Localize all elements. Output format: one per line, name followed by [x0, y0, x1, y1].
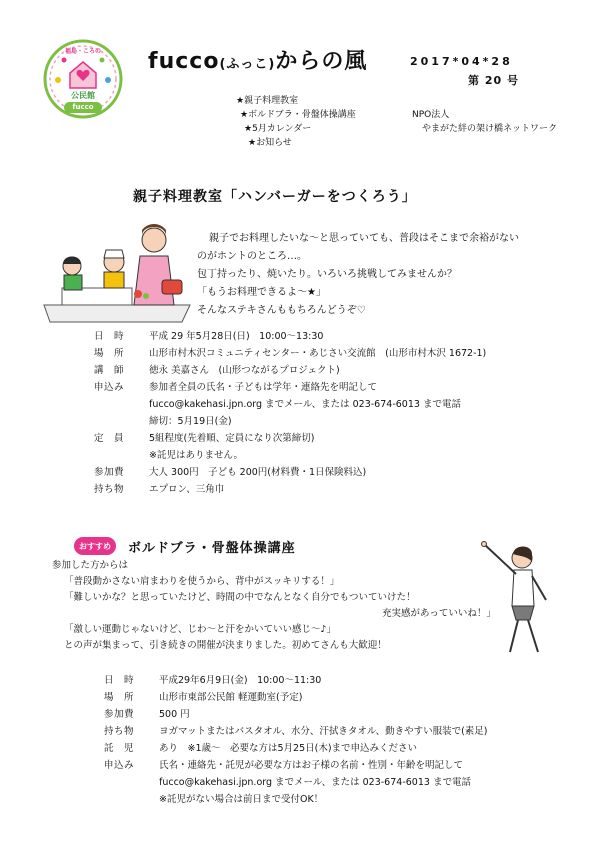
label-childcare: 託 児	[104, 743, 135, 754]
intro-line-4: 「もうお料理できるよ～★」	[197, 287, 326, 298]
logo-top-text: 福島・ころの	[64, 48, 101, 55]
voice-2: 「難しいかな？と思っていたけど、時間の中でなんとなく自分でもついていけた！	[64, 592, 416, 603]
toc-item-cooking: ★親子料理教室	[236, 96, 299, 106]
label-teacher: 講 師	[94, 365, 125, 376]
detail-row-bring	[94, 481, 486, 498]
value-place: 山形市村木沢コミュニティセンター・あじさい交流館 (山形市村木沢 1672-1)	[149, 348, 487, 359]
value-place: 山形市東部公民館 軽運動室(予定)	[159, 692, 303, 703]
toc-item-pilates: ★ボルドブラ・骨盤体操講座	[240, 110, 356, 120]
label-apply: 申込み	[94, 382, 125, 393]
issue-number: 第 20 号	[468, 74, 519, 87]
value-date: 平成29年6月9日(金) 10:00～11:30	[159, 675, 322, 686]
value-apply: 氏名・連絡先・託児が必要な方はお子様の名前・性別・年齢を明記して	[159, 760, 464, 771]
pilates-section-title: ボルドブラ・骨盤体操講座	[128, 541, 296, 556]
label-fee: 参加費	[104, 709, 135, 720]
pilates-row-date	[104, 672, 488, 689]
label-date: 日 時	[104, 675, 135, 686]
detail-row-capacity	[94, 430, 486, 447]
pilates-row-childcare	[104, 740, 488, 757]
apply-deadline: 締切：5月19日(金)	[149, 416, 232, 427]
logo-middle-text: 公民館	[71, 91, 95, 100]
capacity-note: ※託児はありません。	[149, 450, 244, 461]
value-childcare: あり ※1歳～ 必要な方は5月25日(木)まで申込みください	[159, 743, 418, 754]
cooking-intro	[197, 230, 519, 320]
value-date: 平成 29 年5月28日(日) 10:00～13:30	[149, 331, 324, 342]
toc-item-notice: ★お知らせ	[248, 138, 292, 148]
value-apply: 参加者全員の氏名・子どもは学年・連絡先を明記して	[149, 382, 378, 393]
value-capacity: 5組程度(先着順、定員になり次第締切)	[149, 433, 315, 444]
label-place: 場 所	[94, 348, 125, 359]
recommended-badge: おすすめ	[74, 537, 116, 555]
detail-row-teacher	[94, 362, 486, 379]
pilates-row-apply	[104, 757, 488, 774]
pilates-details	[104, 672, 488, 808]
detail-row-fee	[94, 464, 486, 481]
label-fee: 参加費	[94, 467, 125, 478]
value-bring: ヨガマットまたはバスタオル、水分、汗拭きタオル、動きやすい服装で(素足)	[159, 726, 488, 737]
detail-row-apply	[94, 379, 486, 396]
logo-bottom-text: fucco	[64, 102, 102, 113]
title-suffix: からの風	[275, 49, 368, 74]
cooking-family-illustration	[42, 210, 192, 325]
intro-line-2: のがホントのところ…。	[197, 251, 307, 262]
pilates-row-place	[104, 689, 488, 706]
label-bring: 持ち物	[94, 484, 125, 495]
intro-line-5: そんなステキさんももちろんどうぞ♡	[197, 305, 366, 316]
fucco-logo	[40, 36, 126, 122]
value-bring: エプロン、三角巾	[149, 484, 225, 495]
label-bring: 持ち物	[104, 726, 135, 737]
voice-1: 「普段動かさない肩まわりを使うから、背中がスッキリする！」	[64, 576, 340, 587]
label-place: 場 所	[104, 692, 135, 703]
detail-row-date	[94, 328, 486, 345]
npo-info	[412, 108, 557, 136]
pilates-row-bring	[104, 723, 488, 740]
intro-line-1: 親子でお料理したいな～と思っていても、普段はそこまで余裕がない	[209, 233, 519, 244]
pilates-apply-note: ※託児がない場合は前日まで受付OK！	[159, 794, 324, 805]
issue-date: 2017*04*28	[410, 55, 513, 68]
label-apply: 申込み	[104, 760, 135, 771]
value-teacher: 徳永 美嘉さん (山形つながるプロジェクト)	[149, 365, 340, 376]
newsletter-title	[148, 44, 367, 75]
title-main: fucco	[148, 49, 220, 74]
cooking-details	[94, 328, 486, 498]
voices-intro: 参加した方からは	[52, 560, 129, 571]
pilates-apply-contact: fucco@kakehasi.jpn.org までメール、または 023-674-6013 まで電話	[159, 777, 471, 788]
participant-voices	[52, 558, 496, 654]
pilates-row-fee	[104, 706, 488, 723]
voice-2-cont: 充実感があっていいね！」	[382, 608, 496, 619]
label-capacity: 定 員	[94, 433, 125, 444]
detail-row-place	[94, 345, 486, 362]
intro-line-3: 包丁持ったり、焼いたり。いろいろ挑戦してみませんか？	[197, 269, 457, 280]
toc-item-calendar: ★5月カレンダー	[244, 124, 312, 134]
voice-3: 「激しい運動じゃないけど、じわ～と汗をかいていい感じ～♪」	[64, 624, 337, 635]
value-fee: 大人 300円 子ども 200円(材料費・1日保険料込)	[149, 467, 367, 478]
label-date: 日 時	[94, 331, 125, 342]
value-fee: 500 円	[159, 709, 190, 720]
cooking-section-title: 親子料理教室「ハンバーガーをつくろう」	[133, 189, 417, 205]
voices-summary: との声が集まって、引き続きの開催が決まりました。初めてさんも大歓迎！	[64, 640, 387, 651]
apply-contact: fucco@kakehasi.jpn.org までメール、または 023-674-6013 まで電話	[149, 399, 461, 410]
npo-line2: やまがた絆の架け橋ネットワーク	[422, 124, 558, 134]
title-paren: (ふっこ)	[219, 57, 276, 72]
npo-line1: NPO法人	[412, 110, 450, 120]
